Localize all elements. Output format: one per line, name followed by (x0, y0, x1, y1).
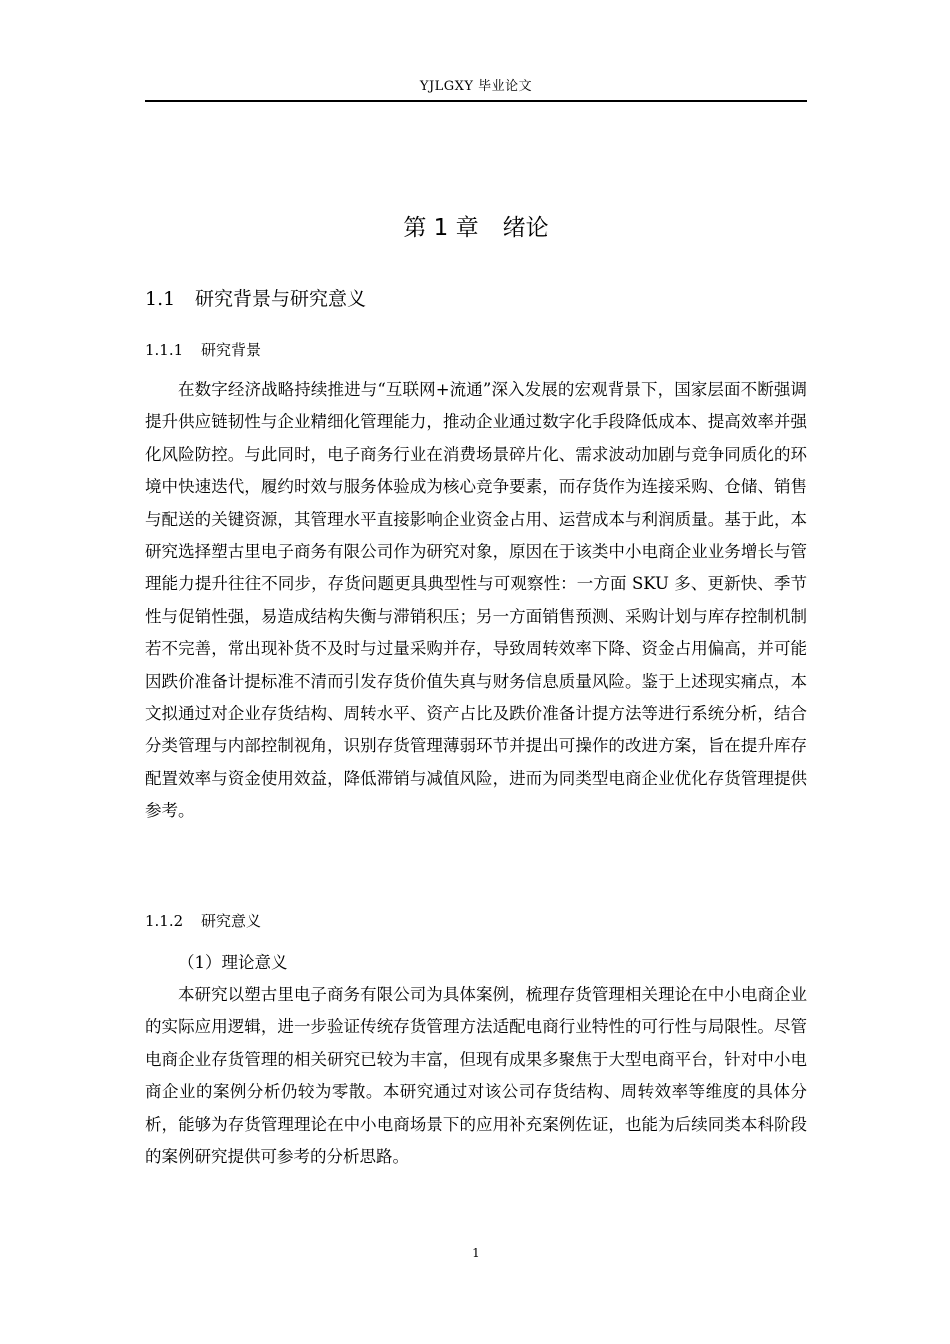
subsection-title: 研究背景 (201, 341, 262, 359)
header-rule (145, 100, 807, 102)
section-heading-1-1-2 (145, 908, 261, 934)
subsection-title: 研究意义 (201, 912, 262, 930)
significance-paragraph: 本研究以塑古里电子商务有限公司为具体案例，梳理存货管理相关理论在中小电商企业的实际应用逻辑，进一步验证传统存货管理方法适配电商行业特性的可行性与局限性。尽管电商企业存货管理的相关研究已较为丰富，但现有成果多聚焦于大型电商平台，针对中小电商企业的案例分析仍较为零散。本研究通过对该公司存货结构、周转效率等维度的具体分析，能够为存货管理理论在中小电商场景下的应用补充案例佐证，也能为后续同类本科阶段的案例研究提供可参考的分析思路。 (145, 985, 807, 1167)
section-number: 1.1 (145, 288, 176, 310)
chapter-name: 绪论 (502, 215, 549, 241)
chapter-title (145, 212, 807, 244)
theory-significance-label: （1）理论意义 (178, 953, 288, 972)
page-number: 1 (472, 1246, 480, 1260)
subsection-number: 1.1.2 (145, 912, 184, 930)
section-heading-1-1-1 (145, 337, 261, 363)
background-paragraph: 在数字经济战略持续推进与“互联网+流通”深入发展的宏观背景下，国家层面不断强调提升供应链韧性与企业精细化管理能力，推动企业通过数字化手段降低成本、提高效率并强化风险防控。与此同时，电子商务行业在消费场景碎片化、需求波动加剧与竞争同质化的环境中快速迭代，履约时效与服务体验成为核心竞争要素，而存货作为连接采购、仓储、销售与配送的关键资源，其管理水平直接影响企业资金占用、运营成本与利润质量。基于此，本研究选择塑古里电子商务有限公司作为研究对象，原因在于该类中小电商企业业务增长与管理能力提升往往不同步，存货问题更具典型性与可观察性：一方面 SKU 多、更新快、季节性与促销性强，易造成结构失衡与滞销积压；另一方面销售预测、采购计划与库存控制机制若不完善，常出现补货不及时与过量采购并存，导致周转效率下降、资金占用偏高，并可能因跌价准备计提标准不清而引发存货价值失真与财务信息质量风险。鉴于上述现实痛点，本文拟通过对企业存货结构、周转水平、资产占比及跌价准备计提方法等进行系统分析，结合分类管理与内部控制视角，识别存货管理薄弱环节并提出可操作的改进方案，旨在提升库存配置效率与资金使用效益，降低滞销与减值风险，进而为同类型电商企业优化存货管理提供参考。 (145, 380, 807, 821)
running-header: YJLGXY 毕业论文 (419, 79, 533, 94)
subsection-number: 1.1.1 (145, 341, 184, 359)
chapter-number: 第 1 章 (403, 215, 479, 241)
section-title: 研究背景与研究意义 (195, 288, 367, 310)
section-heading-1-1 (145, 284, 366, 314)
